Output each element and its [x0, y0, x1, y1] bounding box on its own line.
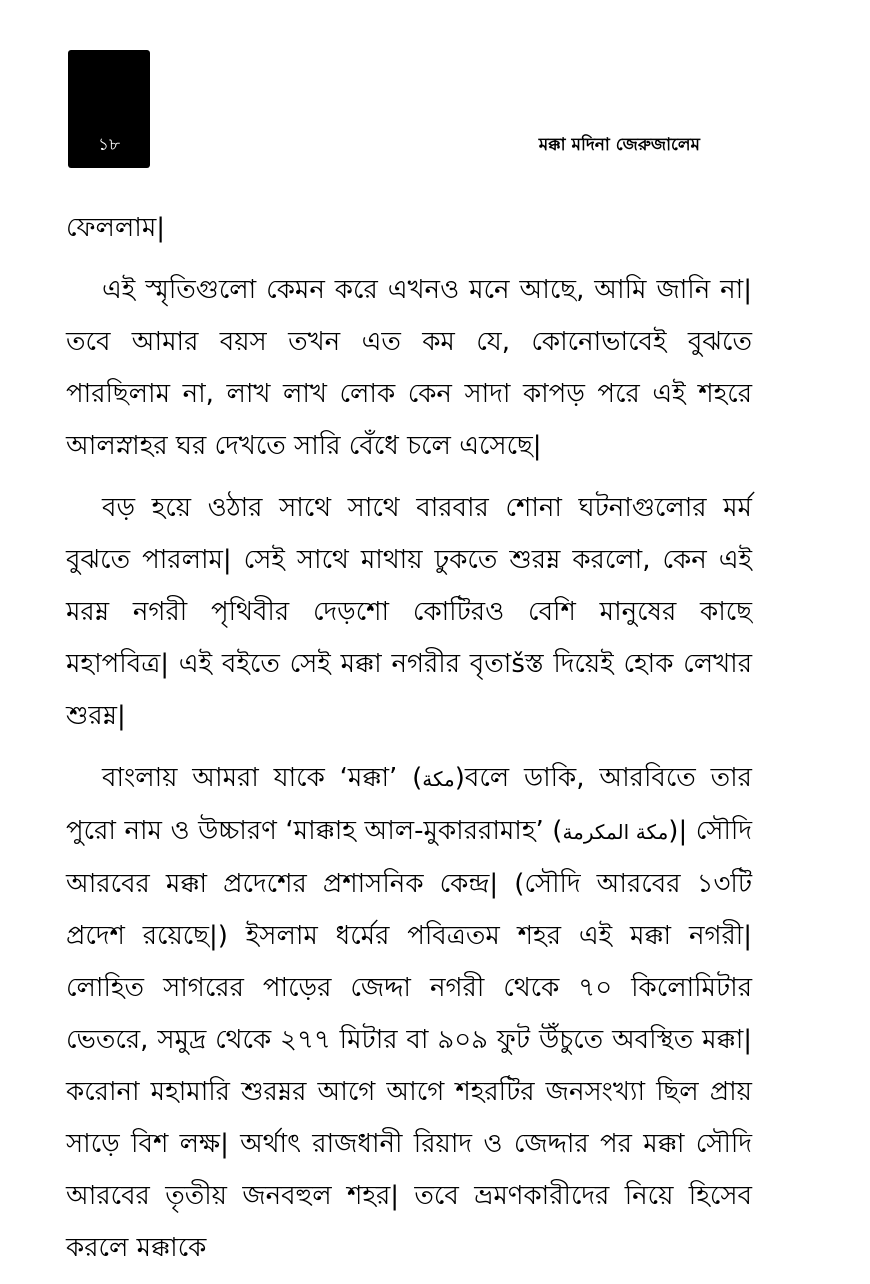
arabic-makkah-al-mukarramah: مكة المكرمة [562, 820, 669, 844]
paragraph-4-text-b: )বলে ডাকি, আরবিতে তার পুরো নাম ও উচ্চারণ ‘মাক্কাহ আল-মুকাররামাহ’ ( [66, 763, 752, 846]
page-number: ১৮ [97, 135, 121, 155]
paragraph-4-text-a: বাংলায় আমরা যাকে ‘মক্কা’ ( [102, 763, 423, 793]
body-text [66, 202, 752, 1284]
paragraph-4 [66, 752, 752, 1274]
page-number-box [68, 50, 150, 168]
paragraph-2: এই স্মৃতিগুলো কেমন করে এখনও মনে আছে, আমি জানি না| তবে আমার বয়স তখন এত কম যে, কোনোভাবেই বুঝতে পারছিলাম না, লাখ লাখ লোক কেন সাদা কাপড় পরে এই শহরে আলস্নাহর ঘর দেখতে সারি বেঁধে চলে এসেছে| [66, 275, 752, 461]
arabic-makkah: مكة [422, 767, 455, 791]
paragraph-3: বড় হয়ে ওঠার সাথে সাথে বারবার শোনা ঘটনাগুলোর মর্ম বুঝতে পারলাম| সেই সাথে মাথায় ঢুকতে শুরম্ন করলো, কেন এই মরম্ন নগরী পৃথিবীর দেড়শো কোটিরও বেশি মানুষের কাছে মহাপবিত্র| এই বইতে সেই মক্কা নগরীর বৃতাšস্ত দিয়েই হোক লেখার শুরম্ন| [66, 493, 752, 731]
paragraph-4-text-c: )| সৌদি আরবের মক্কা প্রদেশের প্রশাসনিক কেন্দ্র| (সৌদি আরবের ১৩টি প্রদেশ রয়েছে|) ইসলাম ধর্মের পবিত্রতম শহর এই মক্কা নগরী| লোহিত সাগরের পাড়ের জেদ্দা নগরী থেকে ৭০ কিলোমিটার ভেতরে, সমুদ্র থেকে ২৭৭ মিটার বা ৯০৯ ফুট উঁচুতে অবস্থিত মক্কা| করোনা মহামারি শুরম্নর আগে আগে শহরটির জনসংখ্যা ছিল প্রায় সাড়ে বিশ লক্ষ| অর্থাৎ রাজধানী রিয়াদ ও জেদ্দার পর মক্কা সৌদি আরবের তৃতীয় জনবহুল শহর| তবে ভ্রমণকারীদের নিয়ে হিসেব করলে মক্কাকে [66, 816, 752, 1263]
paragraph-1: ফেললাম| [66, 213, 166, 243]
running-header-title: মক্কা মদিনা জেরুজালেম [538, 135, 700, 155]
